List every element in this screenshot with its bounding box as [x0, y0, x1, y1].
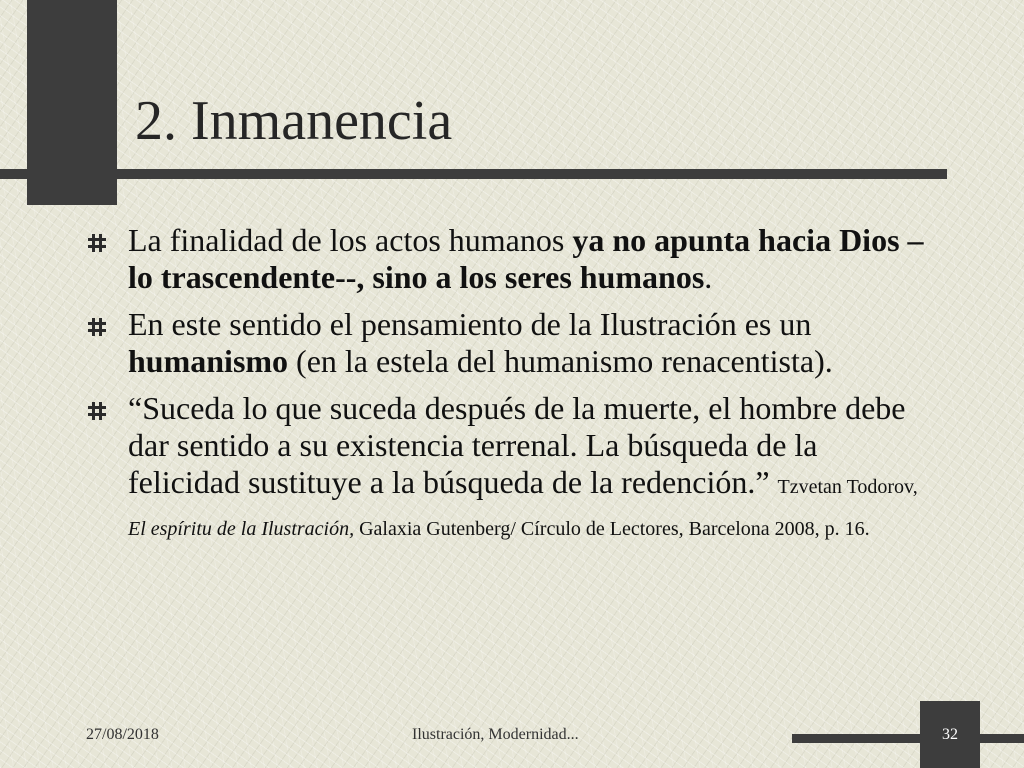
footer-title: Ilustración, Modernidad...	[412, 726, 579, 743]
bullet-item-quote	[88, 390, 928, 548]
bullet-bold-text: humanismo	[128, 343, 289, 379]
slide-title: 2. Inmanencia	[135, 90, 453, 152]
citation-publisher: Galaxia Gutenberg/ Círculo de Lectores, Barcelona 2008, p. 16.	[354, 518, 870, 540]
bullet-text: En este sentido el pensamiento de la Ilustración es un	[128, 306, 812, 342]
footer-decorative-bar	[792, 734, 1024, 743]
bullet-item-humanismo	[88, 306, 928, 380]
hash-bullet-icon	[88, 318, 106, 336]
decorative-horizontal-bar	[0, 169, 947, 179]
page-number: 32	[942, 726, 958, 743]
citation-author: Tzvetan Todorov,	[777, 476, 918, 498]
bullet-text: La finalidad de los actos humanos	[128, 222, 573, 258]
hash-bullet-icon	[88, 402, 106, 420]
bullet-item-finalidad	[88, 222, 928, 296]
citation-work: El espíritu de la Ilustración,	[128, 518, 355, 540]
bullet-text-end: (en la estela del humanismo renacentista).	[288, 343, 833, 379]
hash-bullet-icon	[88, 234, 106, 252]
bullet-bold-text: ya no apunta hacia Dios –lo trascendente--, sino a los seres humanos	[128, 222, 924, 295]
bullet-text-end: .	[704, 259, 713, 295]
bullet-list	[88, 222, 928, 558]
quote-text: “Suceda lo que suceda después de la muerte, el hombre debe dar sentido a su existencia terrenal. La búsqueda de la felicidad sustituye a la búsqueda de la redención.”	[128, 390, 906, 500]
footer-date: 27/08/2018	[86, 726, 159, 743]
